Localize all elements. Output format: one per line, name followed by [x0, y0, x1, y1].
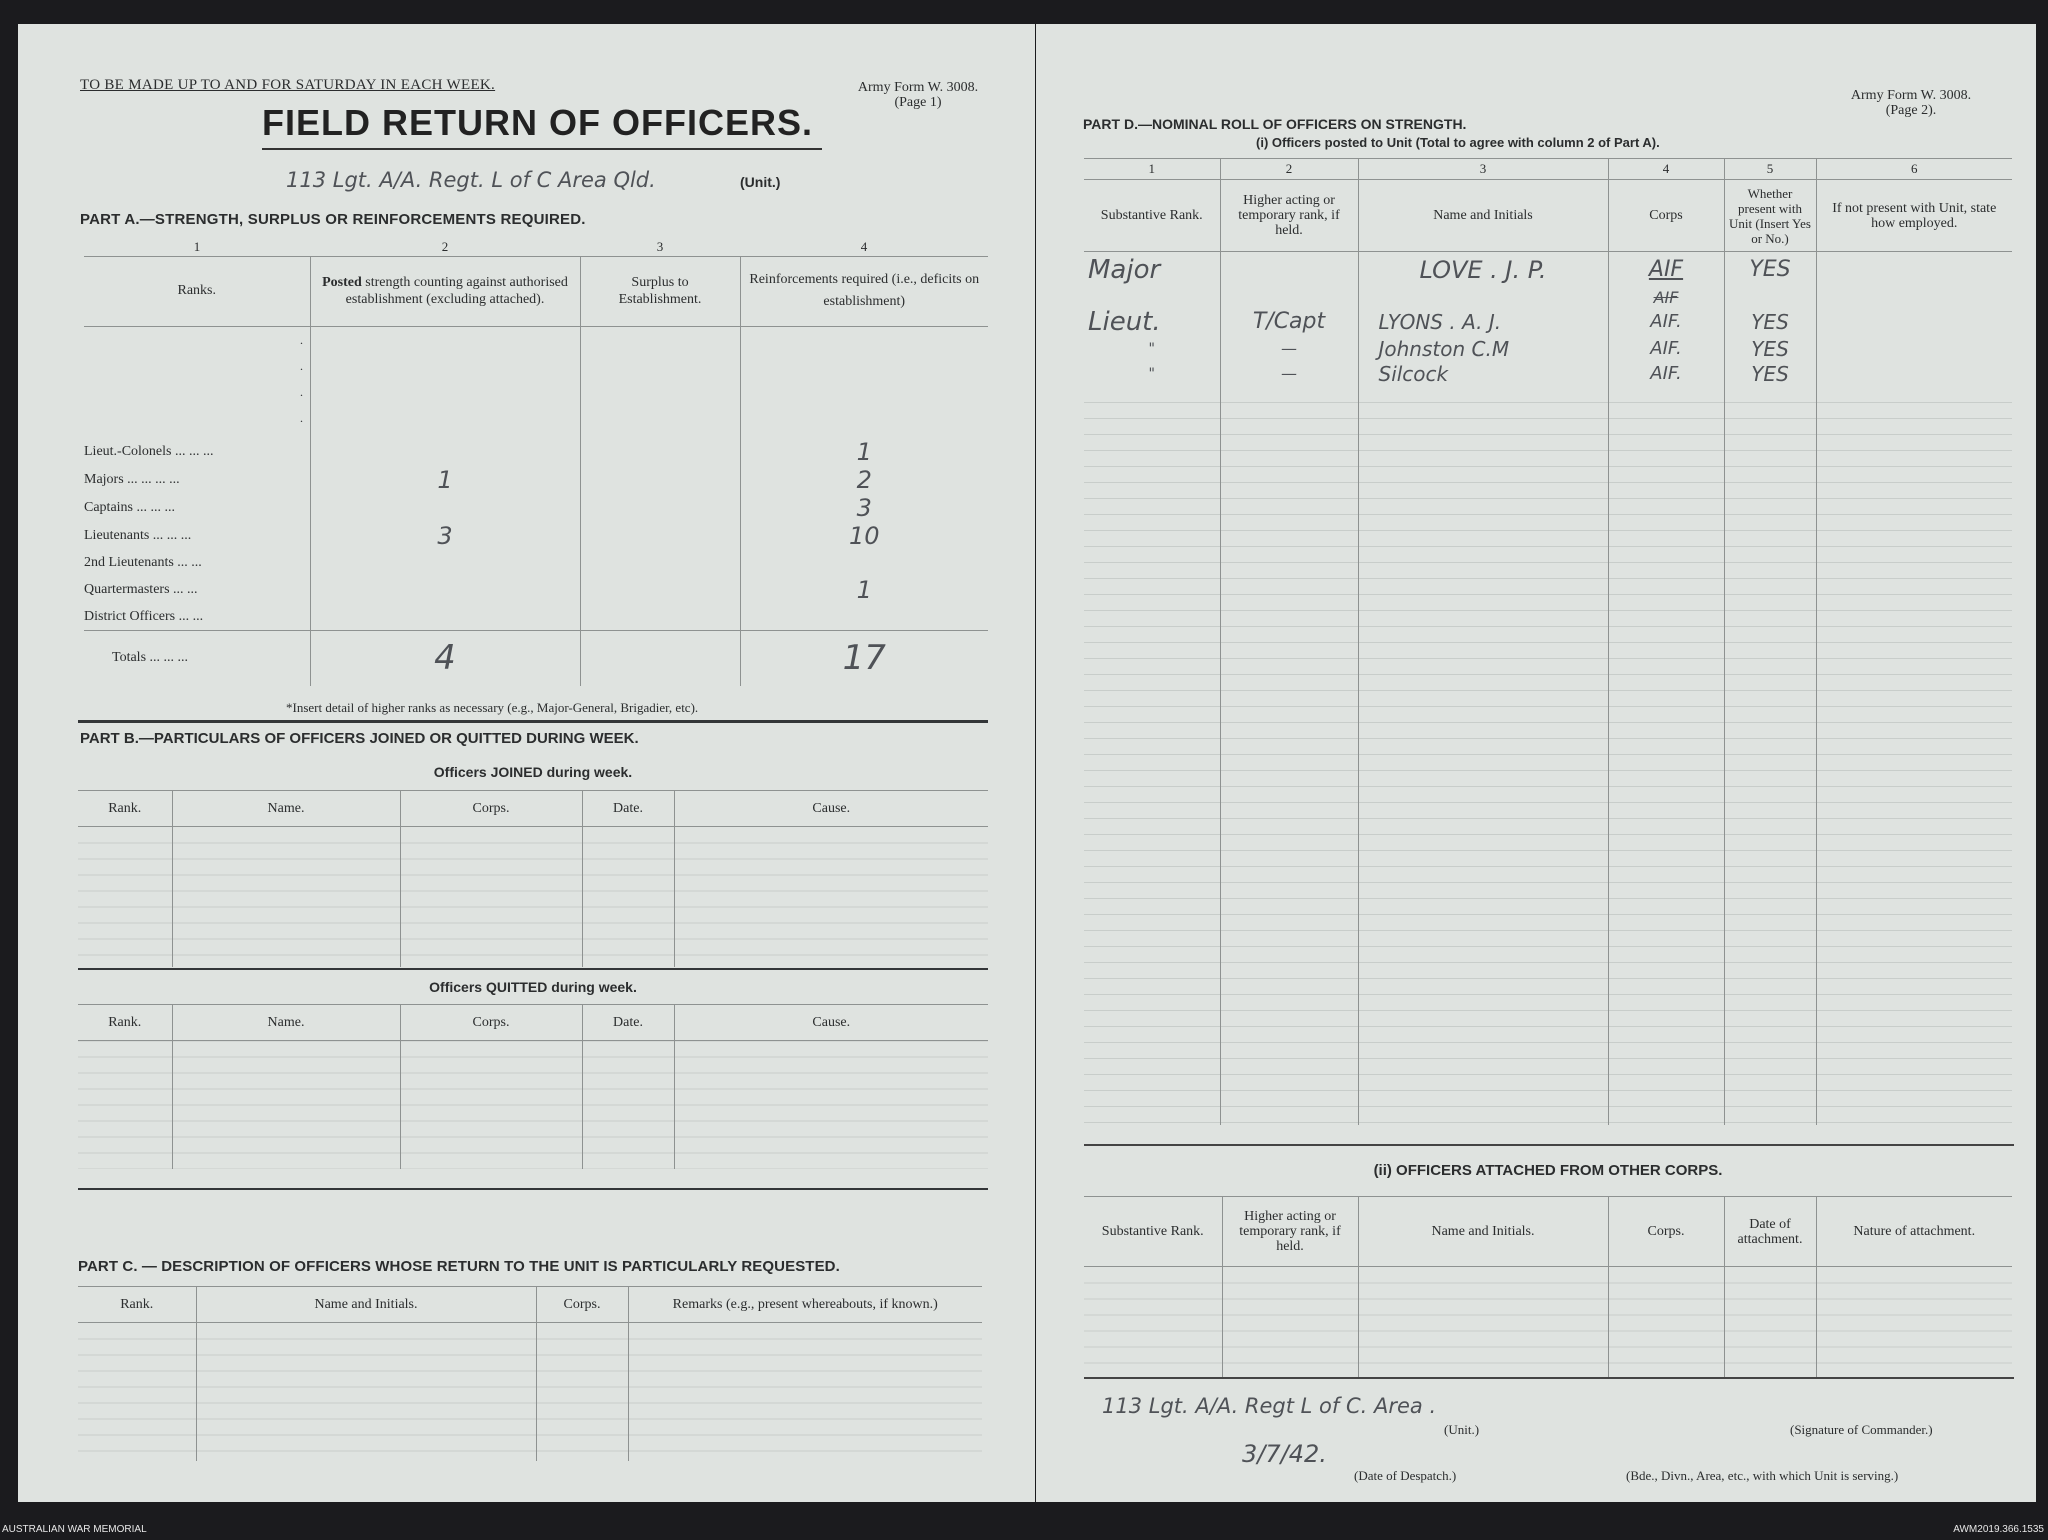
col-number: 4 — [860, 238, 868, 254]
total-reinf: 17 — [740, 630, 988, 686]
unit-label: (Unit.) — [1444, 1422, 1480, 1437]
col-corps: Corps. — [1608, 1197, 1724, 1267]
col-number: 1 — [1084, 159, 1220, 180]
entry-corps: AIF. — [1608, 361, 1724, 387]
col-number: 2 — [441, 238, 449, 254]
col-posted-header: Posted strength counting against authorised establishment (excluding attached). — [310, 256, 580, 326]
posted-value: 1 — [310, 466, 580, 494]
reinf-value: 2 — [740, 466, 988, 494]
commander-signature-label: (Signature of Commander.) — [1790, 1422, 1933, 1437]
reinf-value — [740, 604, 988, 630]
posted-value — [310, 438, 580, 466]
entry-corps: AIF. — [1608, 337, 1724, 361]
entry-name: Silcock — [1358, 361, 1608, 387]
reinf-value: 1 — [740, 438, 988, 466]
reinf-value: 1 — [740, 576, 988, 604]
joined-table — [78, 790, 988, 967]
col-number: 3 — [656, 238, 664, 254]
entry-name: Johnston C.M — [1358, 337, 1608, 361]
entry-rank: " — [1084, 361, 1220, 387]
entry-rank: Major — [1084, 252, 1220, 288]
despatch-date-handwritten: 3/7/42. — [1242, 1440, 1327, 1468]
entry-acting: — — [1220, 361, 1358, 387]
col-name-initials: Name and Initials — [1358, 180, 1608, 252]
quitted-title: Officers QUITTED during week. — [429, 979, 637, 995]
rank-row-label: Lieutenants ... ... ... — [84, 522, 310, 550]
reinf-value: 10 — [740, 522, 988, 550]
rank-row-label: Captains ... ... ... — [84, 494, 310, 522]
form-number: Army Form W. 3008. (Page 1) — [857, 80, 979, 110]
form-number: Army Form W. 3008. (Page 2). — [1850, 88, 1972, 118]
footer-accession: AWM2019.366.1535 — [1953, 1524, 2044, 1535]
col-number: 5 — [1724, 159, 1816, 180]
col-employed: If not present with Unit, state how employed. — [1816, 180, 2012, 252]
quitted-table — [78, 1004, 988, 1169]
attached-heading: (ii) OFFICERS ATTACHED FROM OTHER CORPS. — [1373, 1162, 1723, 1179]
posted-value: 3 — [310, 522, 580, 550]
col-rank: Rank. — [78, 791, 172, 827]
reinf-value — [740, 550, 988, 576]
part-a-table: 1 2 3 4 Ranks. Posted strength counting against authorised establishment (excluding attached). Surplus to Establishment. Reinforcements required (i.e., deficits on establishment) · · · · Lieut.-Colonels ... ... ... 1 Majors ... ... ... ... 1 2 Captains ... ... ... 3 Lieutenants ... ... ... 3 10 2nd Lieutenants ... ... Quartermasters ... ... 1 District Officers ... ... Totals ... ... ... 4 17 — [84, 238, 988, 686]
entry-name: LYONS . A. J. — [1358, 307, 1608, 337]
col-number: 6 — [1816, 159, 2012, 180]
col-remarks: Remarks (e.g., present whereabouts, if known.) — [628, 1287, 982, 1323]
col-number: 2 — [1220, 159, 1358, 180]
col-corps: Corps. — [536, 1287, 628, 1323]
col-name: Name. — [172, 1005, 400, 1041]
entry-name: LOVE . J. P. — [1358, 252, 1608, 288]
posted-value — [310, 604, 580, 630]
col-corps: Corps — [1608, 180, 1724, 252]
col-rank: Rank. — [78, 1005, 172, 1041]
col-ranks-header: Ranks. — [84, 256, 310, 326]
col-acting-rank: Higher acting or temporary rank, if held. — [1220, 180, 1358, 252]
col-rank: Rank. — [78, 1287, 196, 1323]
entry-acting — [1220, 252, 1358, 288]
col-corps: Corps. — [400, 791, 582, 827]
entry-acting: T/Capt — [1220, 307, 1358, 337]
col-present: Whether present with Unit (Insert Yes or No.) — [1724, 180, 1816, 252]
rank-row-label: Lieut.-Colonels ... ... ... — [84, 438, 310, 466]
col-number: 1 — [193, 238, 201, 254]
page-title: FIELD RETURN OF OFFICERS. — [262, 102, 813, 143]
posted-value — [310, 494, 580, 522]
entry-corps-struck: AIF — [1608, 288, 1724, 307]
col-date: Date. — [582, 791, 674, 827]
posted-value — [310, 576, 580, 604]
col-name-initials: Name and Initials. — [1358, 1197, 1608, 1267]
entry-rank: Lieut. — [1084, 307, 1220, 337]
total-posted: 4 — [310, 630, 580, 686]
col-nature-attachment: Nature of attachment. — [1816, 1197, 2012, 1267]
part-a-footnote: *Insert detail of higher ranks as necessary (e.g., Major-General, Brigadier, etc). — [286, 700, 699, 715]
entry-present: YES — [1724, 337, 1816, 361]
joined-title: Officers JOINED during week. — [433, 764, 633, 780]
col-number: 4 — [1608, 159, 1724, 180]
col-substantive-rank: Substantive Rank. — [1084, 1197, 1222, 1267]
col-date-attachment: Date of attachment. — [1724, 1197, 1816, 1267]
entry-corps: AIF — [1608, 252, 1724, 288]
entry-rank: " — [1084, 337, 1220, 361]
part-a-heading: PART A.—STRENGTH, SURPLUS OR REINFORCEMENTS REQUIRED. — [80, 211, 586, 228]
despatch-date-label: (Date of Despatch.) — [1354, 1468, 1457, 1483]
posted-value — [310, 550, 580, 576]
entry-present: YES — [1724, 252, 1816, 288]
form-page-2 — [1036, 24, 2036, 1502]
totals-label: Totals ... ... ... — [84, 630, 310, 686]
entry-present: YES — [1724, 361, 1816, 387]
col-date: Date. — [582, 1005, 674, 1041]
rank-row-label: 2nd Lieutenants ... ... — [84, 550, 310, 576]
signature-unit-handwritten: 113 Lgt. A/A. Regt L of C. Area . — [1102, 1394, 1437, 1418]
unit-label: (Unit.) — [740, 174, 781, 190]
col-acting-rank: Higher acting or temporary rank, if held. — [1222, 1197, 1358, 1267]
col-surplus-header: Surplus to Establishment. — [580, 256, 740, 326]
instruction-text: TO BE MADE UP TO AND FOR SATURDAY IN EACH WEEK. — [80, 77, 496, 93]
rank-row-label: Quartermasters ... ... — [84, 576, 310, 604]
part-b-heading: PART B.—PARTICULARS OF OFFICERS JOINED OR QUITTED DURING WEEK. — [80, 730, 639, 747]
part-c-heading: PART C. — DESCRIPTION OF OFFICERS WHOSE RETURN TO THE UNIT IS PARTICULARLY REQUESTED. — [78, 1258, 840, 1275]
form-page-1 — [18, 24, 1035, 1502]
attached-table — [1084, 1196, 2012, 1377]
rank-row-label: District Officers ... ... — [84, 604, 310, 630]
rank-row-label: Majors ... ... ... ... — [84, 466, 310, 494]
col-substantive-rank: Substantive Rank. — [1084, 180, 1220, 252]
serving-label: (Bde., Divn., Area, etc., with which Unit is serving.) — [1626, 1468, 1899, 1483]
col-reinf-header: Reinforcements required (i.e., deficits on establishment) — [740, 256, 988, 326]
footer-credit: AUSTRALIAN WAR MEMORIAL — [2, 1524, 147, 1535]
col-corps: Corps. — [400, 1005, 582, 1041]
part-d-heading: PART D.—NOMINAL ROLL OF OFFICERS ON STRENGTH. — [1083, 116, 1467, 132]
reinf-value: 3 — [740, 494, 988, 522]
entry-acting: — — [1220, 337, 1358, 361]
col-number: 3 — [1358, 159, 1608, 180]
unit-handwritten: 113 Lgt. A/A. Regt. L of C Area Qld. — [286, 168, 656, 192]
col-cause: Cause. — [674, 1005, 988, 1041]
part-d-subheading: (i) Officers posted to Unit (Total to agree with column 2 of Part A). — [1256, 135, 1660, 150]
entry-present: YES — [1724, 307, 1816, 337]
part-c-table — [78, 1286, 982, 1461]
part-d-table — [1084, 158, 2012, 1125]
entry-corps: AIF. — [1608, 307, 1724, 337]
col-name: Name. — [172, 791, 400, 827]
col-name-initials: Name and Initials. — [196, 1287, 536, 1323]
col-cause: Cause. — [674, 791, 988, 827]
